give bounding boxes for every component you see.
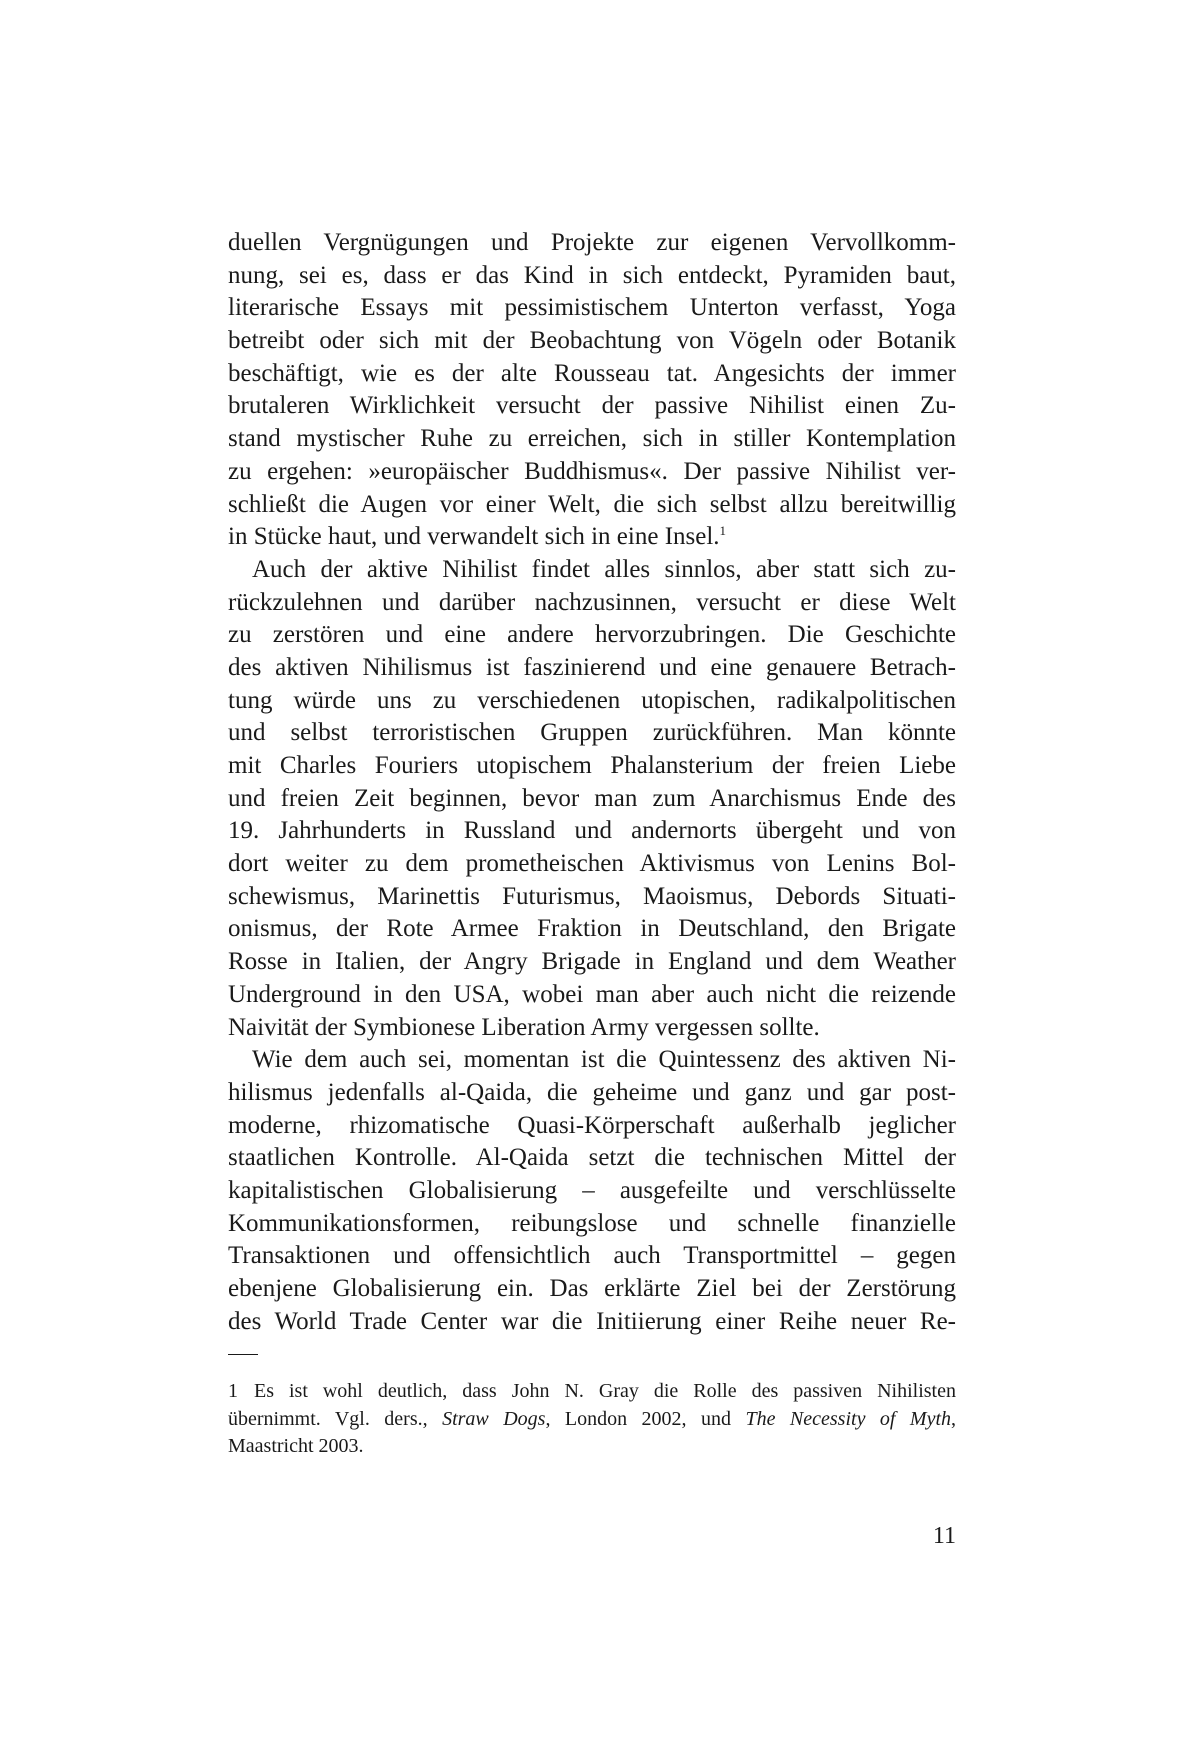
text-line: beschäftigt, wie es der alte Rousseau tat. Angesichts der immer <box>228 359 956 387</box>
text-line: Rosse in Italien, der Angry Brigade in England und dem Weather <box>228 948 956 976</box>
footnote-text: , London 2002, und <box>545 1407 746 1430</box>
footnote-text: , <box>951 1407 956 1430</box>
text-line: nung, sei es, dass er das Kind in sich entdeckt, Pyramiden baut, <box>228 261 956 289</box>
text-line: literarische Essays mit pessimistischem Unterton verfasst, Yoga <box>228 294 956 322</box>
book-title-straw-dogs: Straw Dogs <box>442 1407 546 1430</box>
text-line: Transaktionen und offensichtlich auch Transportmittel – gegen <box>228 1242 956 1270</box>
footnote-number: 1 <box>228 1380 238 1402</box>
main-text <box>228 227 956 1338</box>
footnote-marker[interactable]: 1 <box>719 523 727 539</box>
footnote-separator <box>228 1354 258 1355</box>
text-line: und selbst terroristischen Gruppen zurückführen. Man könnte <box>228 719 956 747</box>
text-line: Wie dem auch sei, momentan ist die Quintessenz des aktiven Ni- <box>252 1046 956 1074</box>
text-line: onismus, der Rote Armee Fraktion in Deutschland, den Brigate <box>228 915 956 943</box>
text-line: Naivität der Symbionese Liberation Army vergessen sollte. <box>228 1013 820 1041</box>
text-line: duellen Vergnügungen und Projekte zur eigenen Vervollkomm- <box>228 229 956 256</box>
book-title-necessity-of-myth: The Necessity of Myth <box>745 1407 951 1430</box>
text-line: stand mystischer Ruhe zu erreichen, sich in stiller Kontemplation <box>228 425 956 453</box>
text-line: Kommunikationsformen, reibungslose und schnelle finanzielle <box>228 1209 956 1237</box>
footnote-line <box>228 1406 956 1434</box>
text-line: mit Charles Fouriers utopischem Phalansterium der freien Liebe <box>228 752 956 779</box>
page-number: 11 <box>932 1523 956 1549</box>
text-line: Underground in den USA, wobei man aber auch nicht die reizende <box>228 980 956 1008</box>
text-line-content: in Stücke haut, und verwandelt sich in eine Insel. <box>228 523 720 551</box>
text-line <box>228 521 956 554</box>
footnote-text: Es ist wohl deutlich, dass John N. Gray die Rolle des passiven Nihilisten <box>254 1380 956 1402</box>
text-line: zu zerstören und eine andere hervorzubringen. Die Geschichte <box>228 621 956 649</box>
footnote-line: Maastricht 2003. <box>228 1435 364 1457</box>
text-line: moderne, rhizomatische Quasi-Körperschaft außerhalb jeglicher <box>228 1111 956 1139</box>
text-line: betreibt oder sich mit der Beobachtung von Vögeln oder Botanik <box>228 327 956 355</box>
text-line: zu ergehen: »europäischer Buddhismus«. Der passive Nihilist ver- <box>228 457 956 485</box>
text-line: 19. Jahrhunderts in Russland und andernorts übergeht und von <box>228 817 956 845</box>
footnote <box>228 1378 956 1461</box>
text-line: ebenjene Globalisierung ein. Das erklärte Ziel bei der Zerstörung <box>228 1275 956 1302</box>
footnote-line <box>228 1378 956 1406</box>
text-line: rückzulehnen und darüber nachzusinnen, versucht er diese Welt <box>228 588 956 616</box>
text-line: schewismus, Marinettis Futurismus, Maoismus, Debords Situati- <box>228 882 956 910</box>
text-line: Auch der aktive Nihilist findet alles sinnlos, aber statt sich zu- <box>252 555 956 583</box>
footnote-text: übernimmt. Vgl. ders., <box>228 1407 443 1430</box>
text-line: des World Trade Center war die Initiierung einer Reihe neuer Re- <box>228 1307 956 1335</box>
text-line: und freien Zeit beginnen, bevor man zum Anarchismus Ende des <box>228 784 956 812</box>
text-line: kapitalistischen Globalisierung – ausgefeilte und verschlüsselte <box>228 1176 956 1204</box>
text-line: dort weiter zu dem prometheischen Aktivismus von Lenins Bol- <box>228 850 956 878</box>
text-line: staatlichen Kontrolle. Al-Qaida setzt die technischen Mittel der <box>228 1144 956 1172</box>
text-line: hilismus jedenfalls al-Qaida, die geheime und ganz und gar post- <box>228 1078 956 1106</box>
text-line: tung würde uns zu verschiedenen utopischen, radikalpolitischen <box>228 686 956 714</box>
text-line: des aktiven Nihilismus ist faszinierend und eine genauere Betrach- <box>228 653 956 681</box>
text-line: brutaleren Wirklichkeit versucht der passive Nihilist einen Zu- <box>228 392 956 420</box>
text-line: schließt die Augen vor einer Welt, die sich selbst allzu bereitwillig <box>228 490 956 518</box>
